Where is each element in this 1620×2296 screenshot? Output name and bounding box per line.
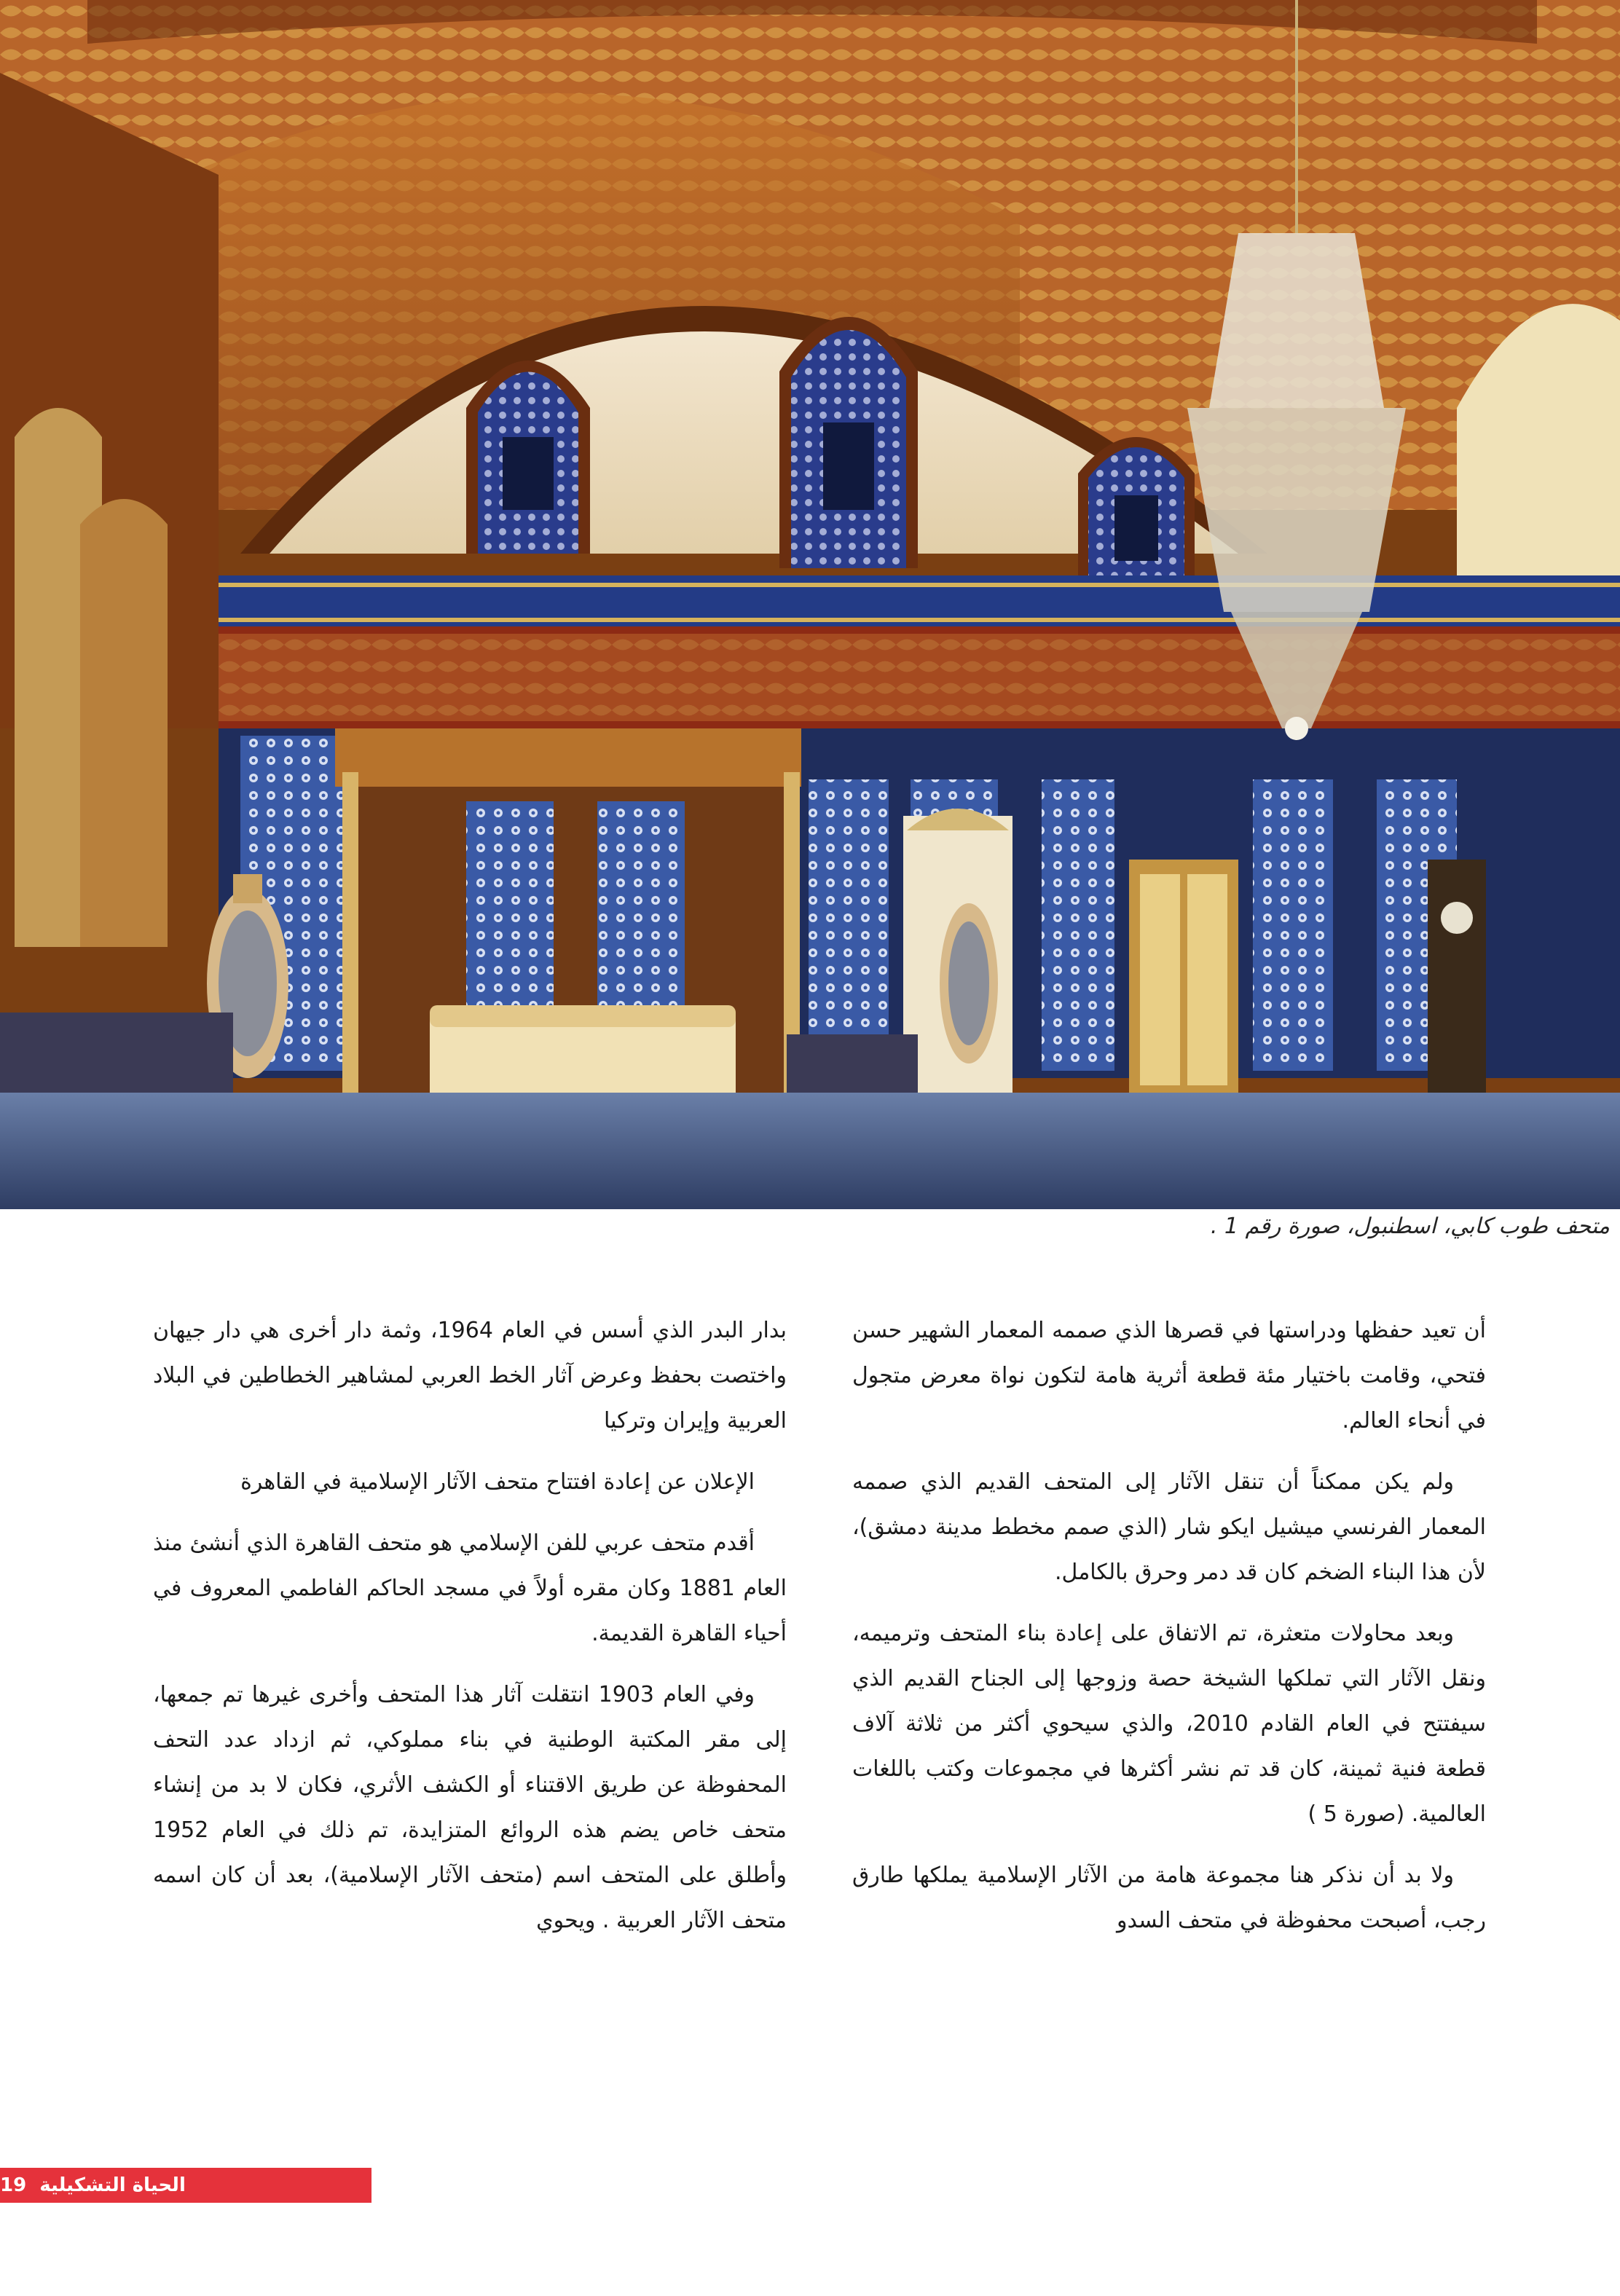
photo-caption: متحف طوب كابي، اسطنبول، صورة رقم 1 .: [1210, 1214, 1610, 1239]
paragraph: ولا بد أن نذكر هنا مجموعة هامة من الآثار الإسلامية يملكها طارق رجب، أصبحت محفوظة في متحف السدو: [852, 1863, 1486, 1933]
paragraph: أن تعيد حفظها ودراستها في قصرها الذي صممه المعمار الشهير حسن فتحي، وقامت باختيار مئة قطعة أثرية هامة لتكون نواة معرض متجول في أنحاء العالم.: [852, 1318, 1486, 1434]
magazine-name: الحياة التشكيلية: [39, 2174, 186, 2196]
paragraph: أقدم متحف عربي للفن الإسلامي هو متحف القاهرة الذي أنشئ منذ العام 1881 وكان مقره أولاً في مسجد الحاكم الفاطمي المعروف في أحياء القاهرة القديمة.: [153, 1530, 787, 1646]
page-number: 19: [0, 2174, 27, 2196]
article-column-right: [852, 1308, 1486, 1959]
article-column-left: [153, 1308, 787, 1959]
paragraph: بدار البدر الذي أسس في العام 1964، وثمة دار أخرى هي دار جيهان واختصت بحفظ وعرض آثار الخط العربي لمشاهير الخطاطين في البلاد العربية وإيران وتركيا: [153, 1318, 787, 1434]
footer-page-tab: [0, 2168, 371, 2203]
paragraph: وبعد محاولات متعثرة، تم الاتفاق على إعادة بناء المتحف وترميمه، ونقل الآثار التي تملكها الشيخة حصة وزوجها إلى الجناح القديم الذي سيفتتح في العام القادم 2010، والذي سيحوي أكثر من ثلاثة آلاف قطعة فنية ثمينة، كان قد تم نشر أكثرها في مجموعات وكتب باللغات العالمية. (صورة 5 ): [852, 1621, 1486, 1827]
paragraph: ولم يكن ممكناً أن تنقل الآثار إلى المتحف القديم الذي صممه المعمار الفرنسي ميشيل ايكو شار (الذي صمم مخطط مدينة دمشق)، لأن هذا البناء الضخم كان قد دمر وحرق بالكامل.: [852, 1469, 1486, 1585]
section-heading: الإعلان عن إعادة افتتاح متحف الآثار الإسلامية في القاهرة: [240, 1469, 755, 1495]
paragraph: وفي العام 1903 انتقلت آثار هذا المتحف وأخرى غيرها تم جمعها، إلى مقر المكتبة الوطنية في بناء مملوكي، ثم ازداد عدد التحف المحفوظة عن طريق الاقتناء أو الكشف الأثري، فكان لا بد من إنشاء متحف خاص يضم هذه الروائع المتزايدة، تم ذلك في العام 1952 وأطلق على المتحف اسم (متحف الآثار الإسلامية)، بعد أن كان اسمه متحف الآثار العربية . ويحوي: [153, 1682, 787, 1933]
